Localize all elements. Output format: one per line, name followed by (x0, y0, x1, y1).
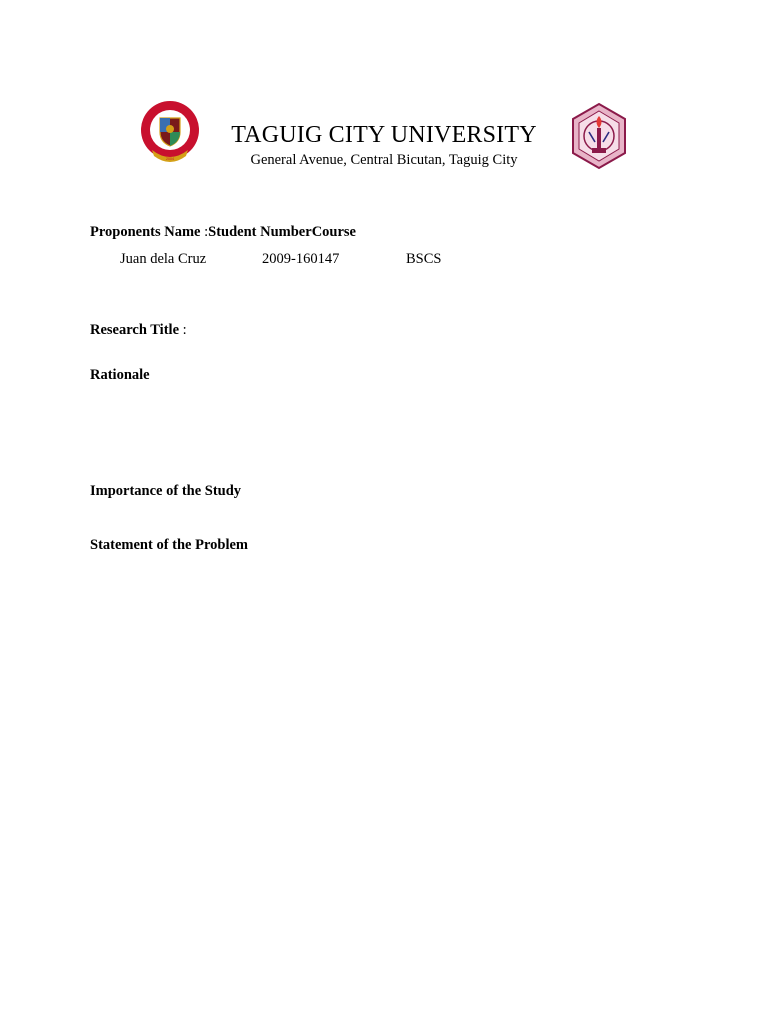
student-number-value: 2009-160147 (262, 251, 340, 267)
rationale-heading: Rationale (90, 367, 150, 383)
course-label: Course (311, 224, 356, 240)
statement-heading: Statement of the Problem (90, 537, 248, 553)
research-title-label: Research Title (90, 322, 180, 338)
university-name: TAGUIG CITY UNIVERSITY (231, 122, 537, 148)
proponent-name-value: Juan dela Cruz (120, 251, 207, 267)
research-title-heading (90, 322, 187, 339)
university-address: General Avenue, Central Bicutan, Taguig City (250, 152, 518, 168)
importance-heading: Importance of the Study (90, 483, 242, 499)
label-separator: : (204, 224, 209, 240)
course-value: BSCS (406, 251, 442, 267)
research-title-separator: : (179, 322, 187, 338)
proponents-header-row (90, 224, 356, 241)
svg-text:2004: 2004 (166, 157, 174, 161)
proponents-name-label: Proponents Name (90, 224, 201, 240)
student-number-label: Student Number (208, 224, 312, 240)
